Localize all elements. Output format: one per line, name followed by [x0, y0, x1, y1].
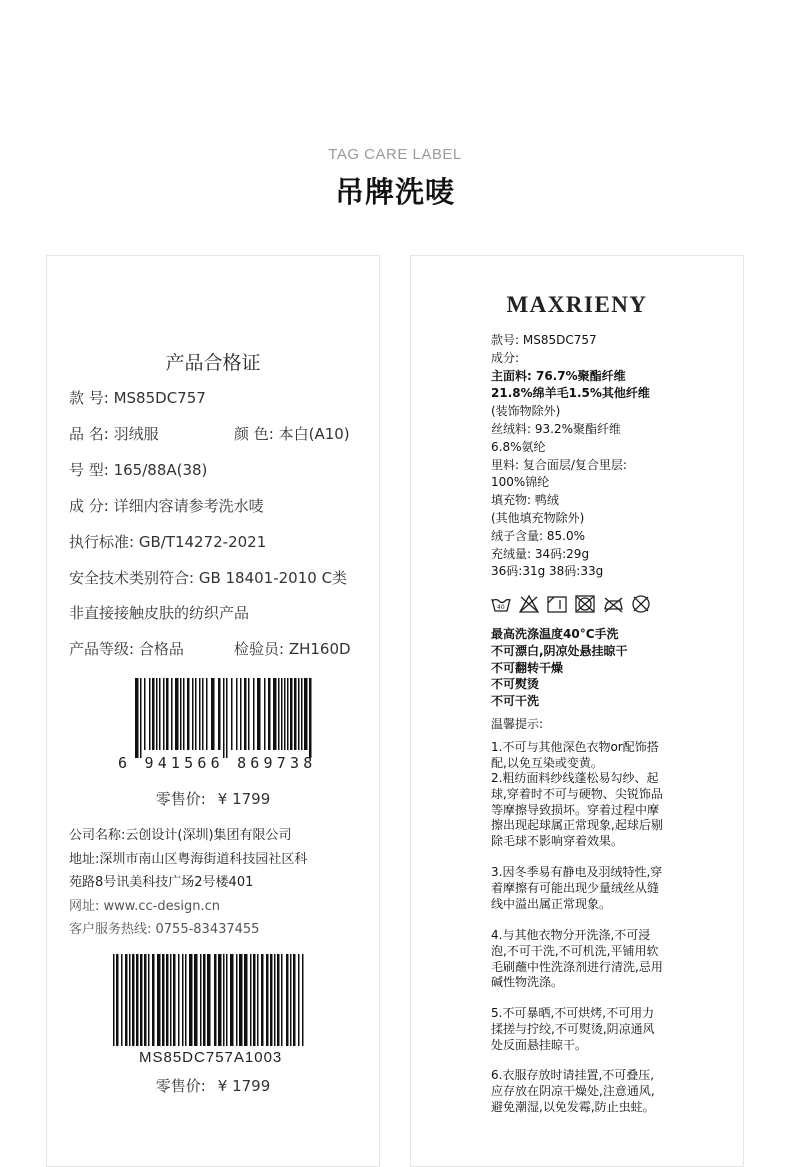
- price-value: ¥ 1799: [217, 790, 271, 808]
- safety-category: 安全技术类别符合: GB 18401-2010 C类: [69, 569, 348, 587]
- barcode-bar: [223, 678, 225, 758]
- barcode-bar: [290, 678, 293, 750]
- barcode-bar: [185, 954, 187, 1046]
- barcode-bar: [136, 954, 139, 1046]
- barcode-bar: [302, 954, 304, 1046]
- barcode-bar: [113, 954, 115, 1046]
- barcode-bar: [268, 678, 271, 750]
- barcode-bar: [157, 954, 161, 1046]
- barcode-bar: [178, 954, 180, 1046]
- barcode-bar: [195, 678, 197, 750]
- barcode-bar: [159, 678, 161, 750]
- company-name: 公司名称:云创设计(深圳)集团有限公司: [69, 828, 292, 843]
- barcode-bar: [244, 678, 247, 750]
- barcode-bar: [236, 678, 238, 750]
- product-name: 品 名: 羽绒服: [69, 425, 159, 443]
- safety-note: 非直接接触皮肤的纺织产品: [69, 604, 250, 622]
- barcode-bar: [298, 678, 300, 750]
- tips-title: 温馨提示:: [491, 717, 544, 731]
- company-address-1: 地址:深圳市南山区粤海街道科技园社区科: [69, 852, 308, 867]
- barcode-bar: [121, 954, 123, 1046]
- page-title: 吊牌洗唛: [334, 175, 455, 209]
- barcode-bar: [144, 678, 146, 750]
- barcode-bar: [264, 678, 266, 750]
- barcode-bar: [187, 678, 190, 750]
- composition: 成 分: 详细内容请参考洗水唛: [69, 497, 264, 515]
- barcode-bar: [170, 954, 172, 1046]
- svg-text:40: 40: [497, 604, 505, 611]
- ean-barcode: [135, 678, 315, 758]
- composition-line: 里料: 复合面层/复合里层:: [491, 457, 627, 472]
- tip-item: 2.粗纺面料纱线蓬松易勾纱、起球,穿着时不可与硬物、尖锐饰品等摩擦导致损坏。穿着过程中摩擦出现起球属正常现象,起球后剔除毛球不影响穿着效果。: [491, 771, 663, 849]
- tip-item: 6.衣服存放时请挂置,不可叠压,应存放在阴凉干燥处,注意通风,避免潮湿,以免发霉,防止虫蛀。: [491, 1068, 655, 1114]
- barcode-bar: [231, 678, 233, 750]
- composition-line: 主面料: 76.7%聚酯纤维: [491, 368, 626, 383]
- barcode-bar: [284, 678, 286, 750]
- price-value: ¥ 1799: [217, 1077, 271, 1095]
- barcode-bar: [194, 954, 198, 1046]
- barcode-bar: [309, 678, 312, 758]
- barcode-bar: [239, 954, 243, 1046]
- composition-line: 丝绒料: 93.2%聚酯纤维: [491, 422, 621, 436]
- barcode-bar: [175, 678, 179, 750]
- barcode-bar: [273, 678, 277, 750]
- barcode-bar: [202, 678, 204, 750]
- certificate-title: 产品合格证: [165, 352, 261, 374]
- barcode-bar: [148, 954, 150, 1046]
- barcode-bar: [129, 954, 131, 1046]
- barcode-bar: [298, 954, 300, 1046]
- price-label: 零售价:: [155, 1077, 206, 1095]
- barcode-bar: [244, 954, 248, 1046]
- barcode-bar: [278, 678, 280, 750]
- barcode-bar: [152, 954, 155, 1046]
- line-dry-shade-icon: [548, 597, 566, 612]
- barcode-bar: [166, 678, 169, 750]
- style-number: 款 号: MS85DC757: [69, 389, 206, 407]
- barcode-bar: [257, 954, 259, 1046]
- barcode-bar: [125, 954, 128, 1046]
- barcode-bar: [250, 954, 252, 1046]
- barcode-bar: [253, 954, 256, 1046]
- barcode-bar: [253, 678, 255, 750]
- barcode-bar: [116, 954, 119, 1046]
- barcode-bar: [230, 954, 234, 1046]
- barcode-bar: [290, 954, 292, 1046]
- barcode-bar: [287, 678, 289, 750]
- price-label: 零售价:: [155, 790, 206, 808]
- composition-line: 充绒量: 34码:29g: [491, 546, 590, 561]
- no-bleach-icon: [520, 596, 538, 612]
- barcode-bar: [214, 954, 217, 1046]
- barcode-bar: [182, 954, 184, 1046]
- barcode-bar: [226, 954, 228, 1046]
- barcode-bar: [203, 954, 206, 1046]
- composition-line: 6.8%氨纶: [491, 439, 546, 454]
- barcode-digits: 6 941566 869738: [118, 754, 317, 772]
- barcode-bar: [163, 678, 165, 750]
- color: 颜 色: 本白(A10): [234, 425, 350, 443]
- no-iron-icon: [605, 598, 622, 612]
- tip-item: 4.与其他衣物分开洗涤,不可浸泡,不可干洗,不可机洗,平铺用软毛刷蘸中性洗涤剂进行清洗,忌用碱性物洗涤。: [491, 928, 663, 990]
- barcode-bar: [200, 954, 202, 1046]
- composition-line: 36码:31g 38码:33g: [491, 564, 604, 579]
- barcode-bar: [156, 678, 158, 750]
- care-line: 不可干洗: [491, 694, 540, 709]
- barcode-bar: [293, 954, 296, 1046]
- barcode-bar: [206, 678, 208, 750]
- barcode-bar: [266, 954, 269, 1046]
- tip-item: 5.不可暴晒,不可烘烤,不可用力揉搓与拧绞,不可熨烫,阴凉通风处反面悬挂晾干。: [491, 1006, 655, 1052]
- inspector: 检验员: ZH160D: [234, 640, 351, 658]
- barcode-bar: [183, 678, 185, 750]
- composition-line: 款号: MS85DC757: [491, 333, 597, 347]
- barcode-bar: [149, 678, 151, 750]
- barcode-bar: [171, 678, 173, 750]
- barcode-bar: [173, 954, 176, 1046]
- barcode-bar: [274, 954, 276, 1046]
- barcode-bar: [166, 954, 169, 1046]
- header-subtitle: TAG CARE LABEL: [328, 146, 462, 163]
- barcode-bar: [236, 954, 238, 1046]
- barcode-bar: [261, 954, 264, 1046]
- standard: 执行标准: GB/T14272-2021: [69, 533, 267, 551]
- composition-line: 成分:: [491, 350, 520, 365]
- composition-line: (装饰物除外): [491, 404, 561, 419]
- no-dry-clean-icon: [633, 596, 649, 612]
- care-line: 不可熨烫: [491, 677, 540, 692]
- barcode-bar: [226, 678, 228, 758]
- barcode-bar: [189, 954, 193, 1046]
- barcode-bar: [140, 954, 143, 1046]
- retail-price-2: [47, 1075, 379, 1096]
- barcode-bar: [281, 678, 283, 750]
- barcode-bar: [152, 678, 155, 750]
- barcode-bar: [218, 954, 222, 1046]
- retail-price: [47, 788, 379, 809]
- composition-line: 21.8%绵羊毛1.5%其他纤维: [491, 386, 650, 401]
- barcode-bar: [257, 678, 261, 750]
- care-line: 不可漂白,阴凉处悬挂晾干: [491, 643, 628, 658]
- barcode-bar: [248, 678, 250, 750]
- composition-line: 填充物: 鸭绒: [491, 493, 559, 508]
- website: 网址: www.cc-design.cn: [69, 899, 220, 914]
- hand-wash-40-icon: [492, 599, 510, 611]
- barcode-bar: [192, 678, 194, 750]
- barcode-bar: [281, 954, 283, 1046]
- tip-item: 3.因冬季易有静电及羽绒特性,穿着摩擦有可能出现少量绒丝从缝线中溢出属正常现象。: [491, 865, 663, 911]
- barcode-bar: [132, 954, 135, 1046]
- barcode-bar: [223, 954, 225, 1046]
- barcode-bar: [144, 954, 147, 1046]
- certificate-card: [46, 255, 380, 1167]
- grade: 产品等级: 合格品: [69, 640, 184, 658]
- barcode-bar: [135, 678, 139, 758]
- barcode-bar: [277, 954, 280, 1046]
- barcode-bar: [140, 678, 142, 758]
- barcode-bar: [270, 954, 273, 1046]
- care-symbols: [491, 594, 655, 614]
- sku-barcode: [113, 954, 309, 1046]
- sku-code: MS85DC757A1003: [139, 1049, 283, 1066]
- barcode-bar: [218, 678, 221, 750]
- care-line: 不可翻转干燥: [491, 660, 564, 675]
- barcode-bar: [162, 954, 165, 1046]
- barcode-bar: [294, 678, 297, 750]
- barcode-bar: [211, 678, 215, 750]
- barcode-bar: [180, 678, 182, 750]
- barcode-bar: [286, 954, 289, 1046]
- barcode-bar: [240, 678, 242, 750]
- barcode-bar: [207, 954, 211, 1046]
- barcode-bar: [301, 678, 303, 750]
- wash-label-card: [410, 255, 744, 1167]
- tip-item: 1.不可与其他深色衣物or配饰搭配,以免互染或变黄。: [491, 740, 659, 770]
- barcode-bar: [304, 678, 308, 750]
- no-tumble-dry-icon: [576, 596, 594, 612]
- size-spec: 号 型: 165/88A(38): [69, 461, 208, 479]
- composition-line: 绒子含量: 85.0%: [491, 528, 585, 543]
- brand-logo: MAXRIENY: [506, 292, 648, 317]
- composition-line: 100%锦纶: [491, 475, 550, 490]
- barcode-bar: [199, 678, 201, 750]
- hotline: 客户服务热线: 0755-83437455: [69, 922, 260, 937]
- composition-line: (其他填充物除外): [491, 511, 585, 525]
- company-address-2: 苑路8号讯美科技广场2号楼401: [69, 875, 254, 890]
- care-line: 最高洗涤温度40°C手洗: [491, 627, 619, 641]
